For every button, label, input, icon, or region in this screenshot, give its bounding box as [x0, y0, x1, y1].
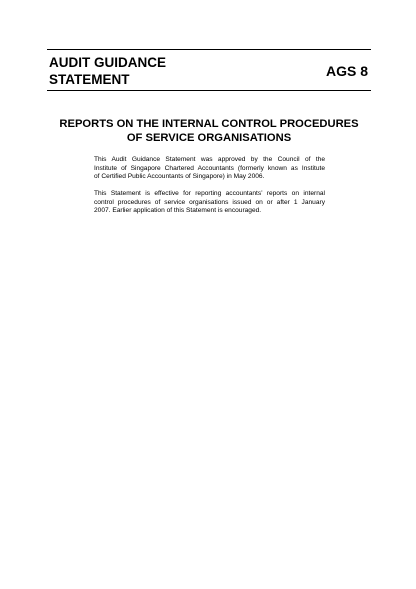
- statement-code: AGS 8: [325, 63, 368, 79]
- approval-line-2: Institute of Singapore Chartered Accountants (formerly known as Institute: [94, 164, 325, 172]
- statement-type-line-1: AUDIT GUIDANCE: [49, 55, 166, 70]
- document-title: [47, 117, 371, 145]
- statement-type-heading: [49, 54, 249, 88]
- approval-paragraph: [94, 156, 325, 182]
- effective-line-2: control procedures of service organisations issued on or after 1 January: [94, 198, 325, 206]
- header-bottom-rule: [47, 90, 371, 91]
- effective-line-1: This Statement is effective for reporting accountants’ reports on internal: [94, 190, 325, 197]
- approval-line-1: This Audit Guidance Statement was approved by the Council of the: [94, 156, 325, 163]
- approval-line-3: of Certified Public Accountants of Singapore) in May 2006.: [94, 173, 265, 181]
- document-title-line-2: OF SERVICE ORGANISATIONS: [126, 132, 292, 144]
- header-top-rule: [47, 49, 371, 50]
- document-title-line-1: REPORTS ON THE INTERNAL CONTROL PROCEDURES: [59, 118, 359, 130]
- effective-date-paragraph: [94, 190, 325, 216]
- effective-line-3: 2007. Earlier application of this Statement is encouraged.: [94, 207, 262, 215]
- statement-type-line-2: STATEMENT: [49, 72, 130, 87]
